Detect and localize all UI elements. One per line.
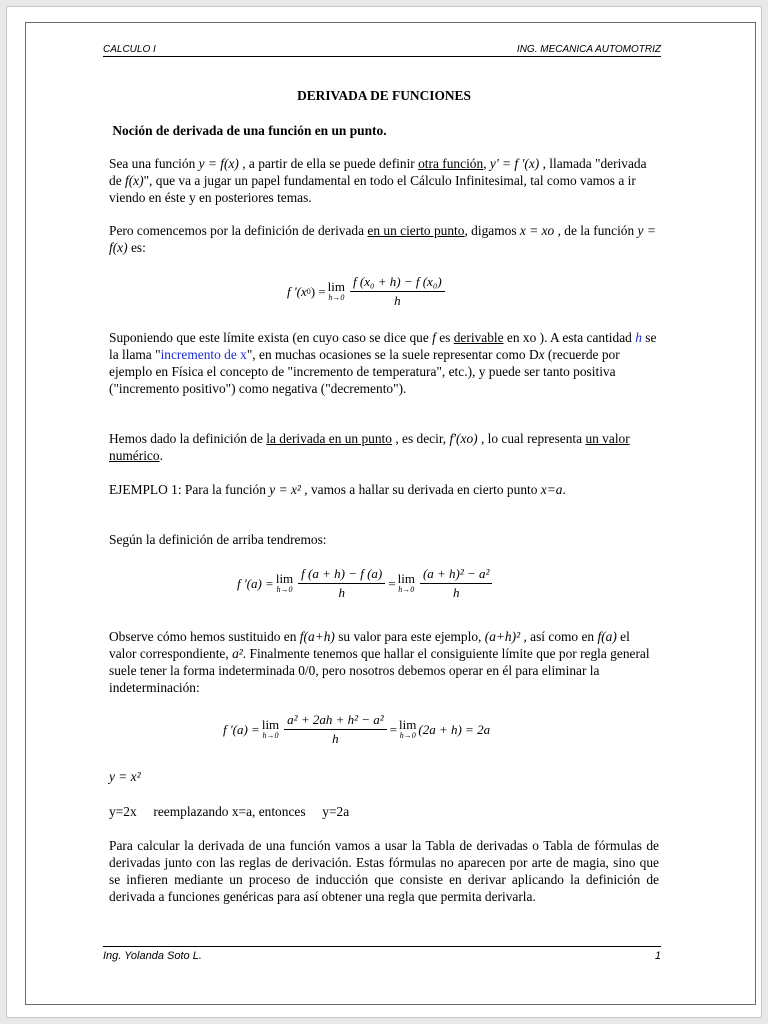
function-line: y = x² — [109, 769, 141, 784]
section-heading-text: Noción de derivada de una función en un punto. — [112, 123, 387, 138]
limit-operator: lim h→0 — [397, 570, 415, 594]
paragraph-3: Suponiendo que este límite exista (en cuyo caso se dice que f es derivable en xo ). A esta cantidad h se la llama "incremento de x", en muchas ocasiones se la suele representar como Dx (recuerde por ejemplo en Física el concepto de "incremento de temperatura", etc.), y puede ser tanto positiva ("incremento positivo") como negativa ("decremento"). — [109, 330, 657, 396]
page-number: 1 — [654, 950, 661, 962]
paragraph-2: Pero comencemos por la definición de derivada en un cierto punto, digamos x = xo , de la función y = f(x) es: — [109, 223, 656, 255]
fraction: $\frac{f (a + h) - f (a)}{h}$ — [298, 566, 385, 601]
limit-operator: lim h→0 — [399, 716, 417, 740]
fraction: $\frac{\text{a² + 2ah + h² − a²}}{h}$ — [284, 712, 387, 747]
result-line: y=2x reemplazando x=a, entonces y=2a — [109, 804, 350, 819]
paragraph-6: Para calcular la derivada de una función vamos a usar la Tabla de derivadas o Tabla de fórmulas de derivadas junto con las reglas de derivación. Estas fórmulas no aparecen por arte de magia, sino que se infieren mediante un proceso de inducción que consiste en derivar aplicando la definición de derivada a funciones genéricas para así obtener una regla que permita derivarla. — [109, 838, 659, 904]
limit-operator: lim h→0 — [275, 570, 294, 594]
paragraph-5: Observe cómo hemos sustituido en f(a+h) su valor para este ejemplo, (a+h)² , así como en f(a) el valor correspondiente, a². Finalmente tenemos que hallar el consiguiente límite que por regla general suele tener la forma indeterminada 0/0, pero nosotros debemos operar en él para eliminar la indeterminación: — [109, 629, 650, 695]
section-heading — [109, 122, 659, 139]
paragraph-definition-note: Según la definición de arriba tendremos: — [109, 532, 327, 547]
fraction: $\frac{\text{(a + h)² − a²}}{h}$ — [420, 566, 493, 601]
paragraph-1: Sea una función y = f(x) , a partir de ella se puede definir otra función, y' = f '(x) , llamada "derivada de f(x)", que va a jugar un papel fundamental en todo el Cálculo Infinitesimal, tal como vamos a ir viendo en éste y en posteriores temas. — [109, 156, 647, 205]
equation-example-limit: f '(a) = lim h→0 $\frac{f (a + h) - f (a)}{h}$ = lim h→0 $\frac{\text{(a + h)² − a²}}{h}$ — [237, 566, 495, 601]
paragraph-example-1: EJEMPLO 1: Para la función y = x² , vamos a hallar su derivada en cierto punto x=a. — [109, 482, 566, 497]
paragraph-4: Hemos dado la definición de la derivada en un punto , es decir, f'(xo) , lo cual representa un valor numérico. — [109, 431, 630, 463]
document-title: DERIVADA DE FUNCIONES — [297, 88, 471, 103]
fraction: $\frac{\text{f (x₀ + h) − f (x₀)}}{h}$ — [350, 274, 445, 309]
limit-operator: lim h→0 — [327, 278, 346, 302]
equation-derivative-definition: f '(x 0 ) = lim h→0 $\frac{\text{f (x₀ + h) − f (x₀)}}{h}$ — [287, 274, 448, 309]
header-course: CALCULO I — [103, 44, 156, 55]
footer-author: Ing. Yolanda Soto L. — [103, 950, 202, 962]
header-program: ING. MECANICA AUTOMOTRIZ — [516, 44, 661, 55]
equation-simplification: f '(a) = lim h→0 $\frac{\text{a² + 2ah + h² − a²}}{h}$ = lim h→0 (2a + h) = 2a — [223, 712, 491, 746]
page-footer — [103, 946, 661, 962]
page-header — [103, 44, 661, 57]
limit-operator: lim h→0 — [261, 716, 280, 740]
